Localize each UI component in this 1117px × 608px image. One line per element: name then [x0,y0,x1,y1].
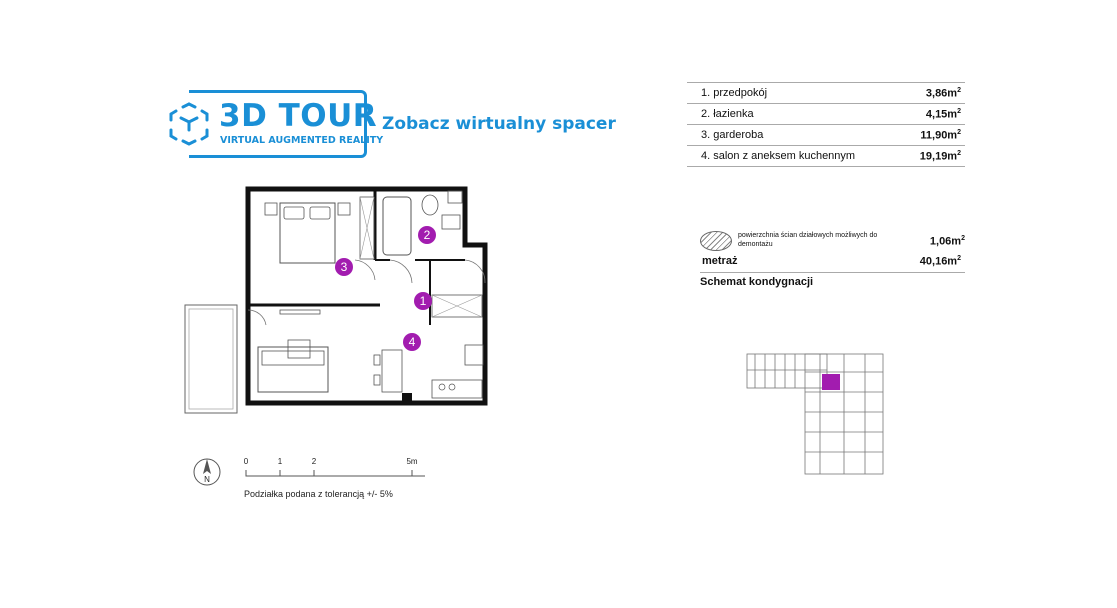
building-scheme-drawing [745,352,890,477]
scale-tick: 0 [243,457,249,466]
3d-tour-banner[interactable] [165,88,616,162]
tour-subtitle: VIRTUAL AUGMENTED REALITY [220,135,384,146]
total-row [700,252,965,273]
room-badge-1-label: 1 [419,294,427,308]
room-label: 2. łazienka [701,108,754,120]
hatch-pattern-icon [700,231,732,251]
rooms-table [687,82,965,167]
room-row [687,146,965,167]
room-row [687,125,965,146]
tour-title: 3D TOUR [219,98,378,134]
floor-plan [180,185,500,420]
room-label: 3. garderoba [701,129,764,141]
room-row [687,82,965,104]
scale-tick: 5m [406,457,418,466]
room-label: 4. salon z aneksem kuchennym [701,150,856,162]
total-label: metraż [702,255,738,267]
scale-tick: 2 [311,457,317,466]
room-area: $4,15m^2$ [925,107,961,121]
room-badge-4-label: 4 [408,335,416,349]
room-area: $3,86m^2$ [925,86,961,100]
scale-drawing [190,452,450,492]
partition-row [700,230,965,252]
scheme-title: Schemat kondygnacji [700,275,814,288]
area-summary [700,230,965,288]
building-scheme [745,352,890,477]
partition-area: $1,06m^2$ [929,234,965,248]
room-row [687,104,965,125]
partition-label: powierzchnia ścian działowych możliwych do demontażu [738,232,878,248]
room-badge-3-label: 3 [340,260,348,274]
room-area: $11,90m^2$ [920,128,961,142]
scale-note: Podziałka podana z tolerancją +/- 5% [244,489,393,499]
room-badge-2-label: 2 [423,228,431,242]
scale-tick: 1 [277,457,283,466]
room-label: 1. przedpokój [701,87,768,99]
apartment-highlight [822,374,840,390]
scale-bar [190,452,450,512]
virtual-tour-link[interactable]: Zobacz wirtualny spacer [382,114,616,134]
room-area: $19,19m^2$ [919,149,961,163]
north-label: N [204,475,210,484]
floor-plan-drawing [180,185,500,420]
total-area: $40,16m^2$ [919,255,961,268]
